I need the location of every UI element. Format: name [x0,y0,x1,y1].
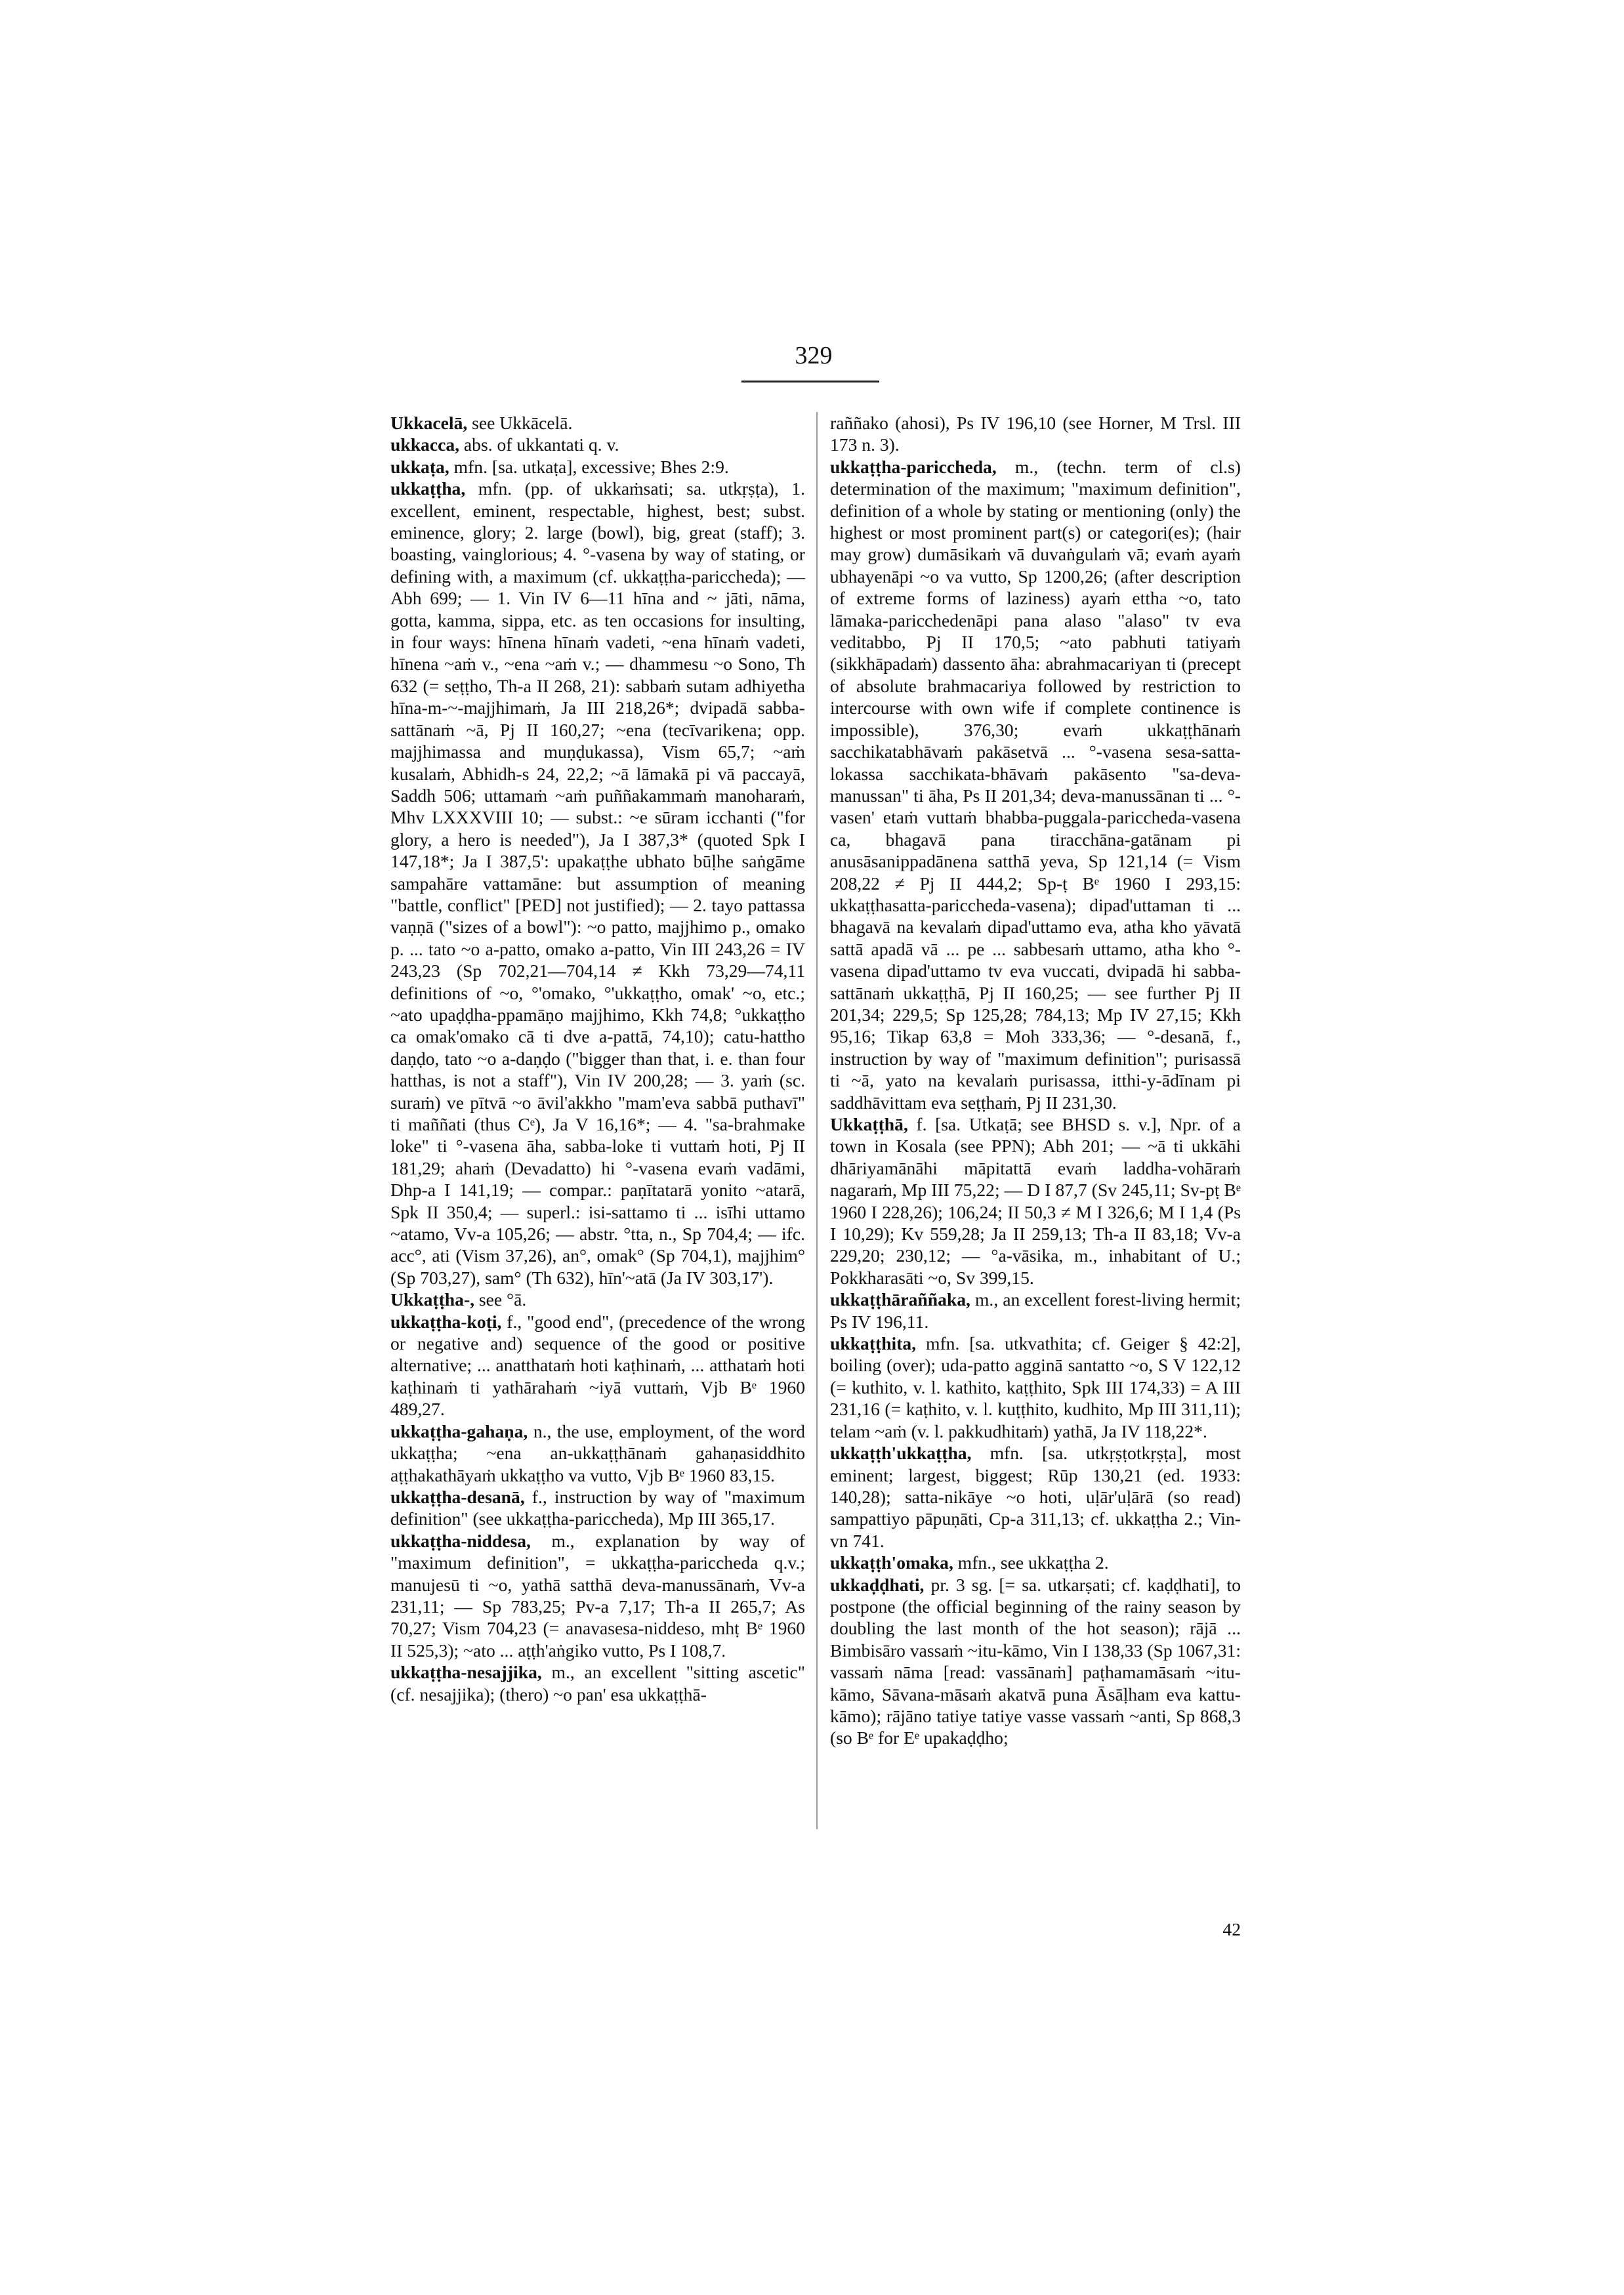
dictionary-entry [830,1113,1241,1289]
entry-body: m., an excellent "sitting ascetic" (cf. nesajjika); (thero) ~o pan' esa ukkaṭṭhā- [390,1662,805,1705]
dictionary-entry [830,1574,1241,1749]
entry-body: see Ukkācelā. [467,413,573,433]
headword: ukkaṭṭha-gahaṇa, [390,1420,528,1441]
headword: Ukkaṭṭha-, [390,1289,475,1310]
dictionary-entry [830,1289,1241,1333]
entry-body: mfn., see ukkaṭṭha 2. [953,1552,1109,1573]
headword: ukkaṭṭha, [390,478,466,499]
entry-body: raññako (ahosi), Ps IV 196,10 (see Horner, M Trsl. III 173 n. 3). [830,413,1241,455]
headword: ukkaṭṭha-nesajjika, [390,1662,542,1683]
entry-body: m., (techn. term of cl.s) determination of the maximum; "maximum definition", definition of a whole by stating or mentioning (only) the highest or most prominent part(s) or categori(es); (hair may grow) dumāsikaṁ vā duvaṅgulaṁ vā; evaṁ ayaṁ ubhayenāpi ~o va vutto, Sp 1200,26; (after description of extreme forms of laziness) ayaṁ ettha ~o, tato lāmaka-paricchedenāpi pana alaso "alaso" tv eva veditabbo, Pj II 170,5; ~ato pabhuti tatiyaṁ (sikkhāpadaṁ) dassento āha: abrahmacariyan ti (precept of absolute brahmacariya followed by restriction to intercourse with own wife if complete continence is impossible), 376,30; evaṁ ukkaṭṭhānaṁ sacchikatabhāvaṁ pakāsetvā ... °-vasena sesa-satta-lokassa sacchikata-bhāvaṁ pakāsento "sa-deva-manussan" ti āha, Ps II 201,34; deva-manussānan ti ... °-vasen' etaṁ vuttaṁ bhabba-puggala-pariccheda-vasena ca, bhagavā pana tiracchāna-gatānam pi anusāsanippadānena satthā yeva, Sp 121,14 (= Vism 208,22 ≠ Pj II 444,2; Sp-ṭ Bᵉ 1960 I 293,15: ukkaṭṭhasatta-pariccheda-vasena); dipad'uttaman ti ... bhagavā na kevalaṁ dipad'uttamo eva, atha kho yāvatā sattā apadā vā ... pe ... sabbesaṁ uttamo, atha kho °-vasena dipad'uttamo tv eva vuccati, dvipadā hi sabba-sattānaṁ ukkaṭṭhā, Pj II 160,25; — see further Pj II 201,34; 229,5; Sp 125,28; 784,13; Mp IV 27,15; Kkh 95,16; Tikap 63,8 = Moh 333,36; — °-desanā, f., instruction by way of "maximum definition"; purisassā ti ~ā, yato na kevalaṁ purisassa, itthi-y-ādīnam pi saddhāvittam eva seṭṭhaṁ, Pj II 231,30. [830,456,1241,1113]
headword: ukkaṭṭha-niddesa, [390,1530,531,1551]
entry-body: see °ā. [474,1289,527,1310]
entry-body: m., explanation by way of "maximum definition", = ukkaṭṭha-pariccheda q.v.; manujesū ti ~o, yathā satthā deva-manussānaṁ, Vv-a 231,11; — Sp 783,25; Pv-a 7,17; Th-a II 265,7; As 70,27; Vism 704,23 (= anavasesa-niddeso, mhṭ Bᵉ 1960 II 525,3); ~ato ... aṭṭh'aṅgiko vutto, Ps I 108,7. [390,1530,805,1661]
entry-body: f. [sa. Utkaṭā; see BHSD s. v.], Npr. of a town in Kosala (see PPN); Abh 201; — ~ā ti ukkāhi dhāriyamānāhi māpitattā evaṁ laddha-vohāraṁ nagaraṁ, Mp III 75,22; — D I 87,7 (Sv 245,11; Sv-pṭ Bᵉ 1960 I 228,26); 106,24; II 50,3 ≠ M I 326,6; M I 1,4 (Ps I 10,29); Kv 559,28; Ja II 259,13; Th-a II 83,18; Vv-a 229,20; 230,12; — °a-vāsika, m., inhabitant of U.; Pokkharasāti ~o, Sv 399,15. [830,1114,1241,1288]
entry-body: f., "good end", (precedence of the wrong or negative and) sequence of the good or positive alternative; ... anatthataṁ hoti kaṭhinaṁ, ... atthataṁ hoti kaṭhinaṁ ti yathārahaṁ ~iyā vuttaṁ, Vjb Bᵉ 1960 489,27. [390,1311,805,1420]
headword: ukkaṭṭhita, [830,1333,917,1354]
headword: ukkaṭṭha-koṭi, [390,1311,502,1332]
entry-body: mfn. [sa. utkaṭa], excessive; Bhes 2:9. [449,456,729,477]
entry-body: n., the use, employment, of the word ukkaṭṭha; ~ena an-ukkaṭṭhānaṁ gahaṇasiddhito aṭṭhakathāyaṁ ukkaṭṭho va vutto, Vjb Bᵉ 1960 83,15. [390,1420,805,1485]
headword: ukkaḍḍhati, [830,1574,925,1595]
dictionary-entry [830,1552,1241,1573]
entry-body: f., instruction by way of "maximum definition" (see ukkaṭṭha-pariccheda), Mp III 365,17. [390,1486,805,1529]
headword: ukkaṭṭha-pariccheda, [830,456,997,477]
dictionary-entry [390,1486,805,1530]
headword: ukkaṭṭha-desanā, [390,1486,525,1507]
dictionary-entry [390,456,805,478]
dictionary-entry [830,456,1241,1113]
dictionary-entry [390,478,805,1289]
entry-body: mfn. [sa. utkṛṣṭotkṛṣṭa], most eminent; largest, biggest; Rūp 130,21 (ed. 1933: 140,28); satta-nikāye ~o hoti, uḷār'uḷārā (so read) sampattiyo pāpuṇāti, Cp-a 311,13; cf. ukkaṭṭha 2.; Vin-vn 741. [830,1443,1241,1551]
headword: Ukkaṭṭhā, [830,1114,908,1134]
dictionary-entry [390,1661,805,1705]
entry-body: pr. 3 sg. [= sa. utkarṣati; cf. kaḍḍhati], to postpone (the official beginning of the rainy season by doubling the last month of the hot season); rājā ... Bimbisāro vassaṁ ~itu-kāmo, Vin I 138,33 (Sp 1067,31: vassaṁ nāma [read: vassānaṁ] paṭhamamāsaṁ ~itu-kāmo, Sāvana-māsaṁ akatvā puna Āsāḷham eva kattu-kāmo); rājāno tatiye tatiye vasse vassaṁ ~anti, Sp 868,3 (so Bᵉ for Eᵉ upakaḍḍho; [830,1574,1241,1748]
headword: ukkaṭṭh'omaka, [830,1552,953,1573]
signature-mark: 42 [1222,1919,1241,1939]
dictionary-entry [830,412,1241,456]
dictionary-entry [390,1311,805,1420]
headword: ukkaṭa, [390,456,449,477]
column-divider [816,412,818,1829]
entry-body: mfn. [sa. utkvathita; cf. Geiger § 42:2], boiling (over); uda-patto agginā santatto ~o, S V 122,12 (= kuthito, v. l. kathito, kaṭṭhito, Spk III 174,33) = A III 231,16 (= kaṭhito, v. l. kuṭṭhito, kudhito, Mp III 311,11); telam ~aṁ (v. l. pakkudhitaṁ) yathā, Ja IV 118,22*. [830,1333,1241,1441]
dictionary-entry [390,412,805,434]
right-column [830,412,1241,1749]
page-number-rule [741,381,879,382]
dictionary-entry [390,434,805,455]
dictionary-entry [390,1289,805,1310]
left-column [390,412,805,1705]
entry-body: abs. of ukkantati q. v. [459,434,619,455]
page-number: 329 [795,342,833,369]
entry-body: m., an excellent forest-living hermit; Ps IV 196,11. [830,1289,1241,1332]
dictionary-entry [830,1442,1241,1552]
dictionary-entry [390,1530,805,1661]
headword: Ukkacelā, [390,413,468,433]
headword: ukkacca, [390,434,460,455]
headword: ukkaṭṭh'ukkaṭṭha, [830,1443,972,1464]
headword: ukkaṭṭhāraññaka, [830,1289,970,1310]
dictionary-entry [830,1333,1241,1442]
dictionary-entry [390,1420,805,1486]
entry-body: mfn. (pp. of ukkaṁsati; sa. utkṛṣṭa), 1. excellent, eminent, respectable, highest, best; subst. eminence, glory; 2. large (bowl), big, great (staff); 3. boasting, vainglorious; 4. °-vasena by way of stating, or defining with, a maximum (cf. ukkaṭṭha-pariccheda); — Abh 699; — 1. Vin IV 6—11 hīna and ~ jāti, nāma, gotta, kamma, sippa, etc. as ten occasions for insulting, in four ways: hīnena hīnaṁ vadeti, ~ena hīnaṁ vadeti, hīnena ~aṁ v., ~ena ~aṁ v.; — dhammesu ~o Sono, Th 632 (= seṭṭho, Th-a II 268, 21): sabbaṁ sutam adhiyetha hīna-m-~-majjhimaṁ, Ja III 218,26*; dvipadā sabba-sattānaṁ ~ā, Pj II 160,27; ~ena (tecīvarikena; opp. majjhimassa and muṇḍukassa), Vism 65,7; ~aṁ kusalaṁ, Abhidh-s 24, 22,2; ~ā lāmakā pi vā paccayā, Saddh 506; uttamaṁ ~aṁ puññakammaṁ manoharaṁ, Mhv LXXXVIII 10; — subst.: ~e sūram icchanti ("for glory, a hero is needed"), Ja I 387,3* (quoted Spk I 147,18*; Ja I 387,5': upakaṭṭhe ubhato būḷhe saṅgāme sampahāre vattamāne: but assumption of meaning "battle, conflict" [PED] not justified); — 2. tayo pattassa vaṇṇā ("sizes of a bowl"): ~o patto, majjhimo p., omako p. ... tato ~o a-patto, omako a-patto, Vin III 243,26 = IV 243,23 (Sp 702,21—704,14 ≠ Kkh 73,29—74,11 definitions of ~o, °'omako, °'ukkaṭṭho, omak' ~o, etc.; ~ato upaḍḍha-ppamāṇo majjhimo, Kkh 74,8; °ukkaṭṭho ca omak'omako cā ti dve a-pattā, 74,10); catu-hattho daṇḍo, tato ~o a-daṇḍo ("bigger than that, i. e. than four hatthas, is not a staff"), Vin IV 200,28; — 3. yaṁ (sc. suraṁ) ve pītvā ~o āvil'akkho "mam'eva sabbā puthavī" ti maññati (thus Cᵉ), Ja V 16,16*; — 4. "sa-brahmake loke" ti °-vasena āha, sabba-loke ti vuttaṁ hoti, Pj II 181,29; ahaṁ (Devadatto) hi °-vasena evaṁ vadāmi, Dhp-a I 141,19; — compar.: paṇītatarā yonito ~atarā, Spk II 350,4; — superl.: isi-sattamo ti ... isīhi uttamo ~atamo, Vv-a 105,26; — abstr. °tta, n., Sp 704,4; — ifc. acc°, ati (Vism 37,26), an°, omak° (Sp 704,1), majjhim° (Sp 703,27), sam° (Th 632), hīn'~atā (Ja IV 303,17'). [390,478,805,1288]
